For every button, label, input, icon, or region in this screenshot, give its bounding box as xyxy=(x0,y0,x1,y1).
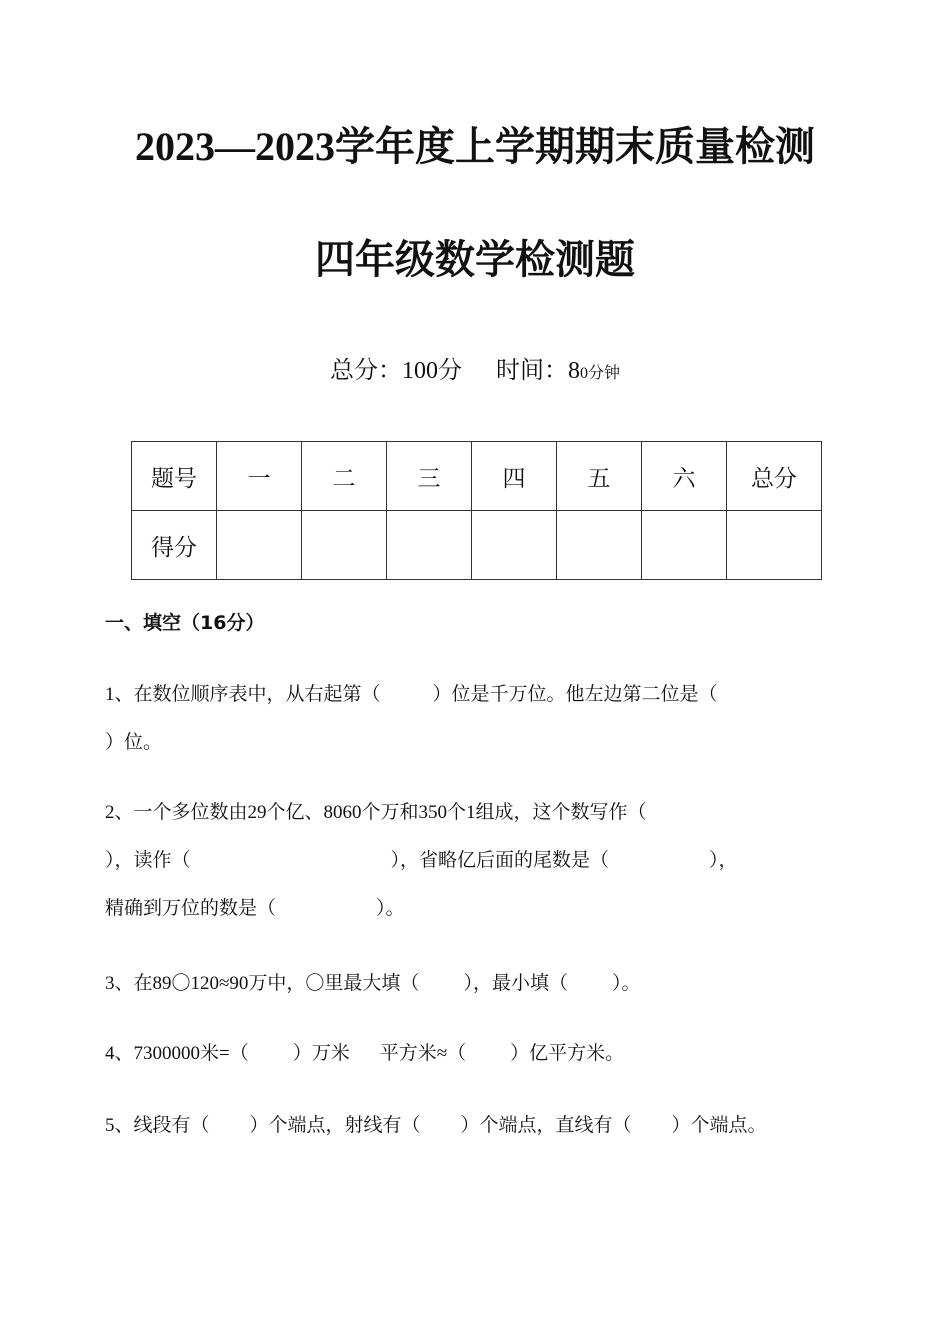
question-text: ）位是千万位。他左边第二位是（ xyxy=(432,684,718,705)
exam-subtitle: 四年级数学检测题 xyxy=(315,237,635,282)
score-entry-cell[interactable] xyxy=(217,511,302,580)
question-text: ），省略亿后面的尾数是（ xyxy=(390,850,610,871)
score-entry-cell[interactable] xyxy=(472,511,557,580)
total-score-label: 总分：100分 xyxy=(329,358,462,384)
question-5 xyxy=(105,1102,865,1150)
question-3 xyxy=(105,960,845,1008)
question-text: ）位。 xyxy=(105,732,163,753)
table-cell: 题号 xyxy=(132,442,217,511)
question-1 xyxy=(105,671,845,767)
exam-meta xyxy=(0,350,950,385)
score-entry-cell[interactable] xyxy=(387,511,472,580)
score-entry-cell[interactable] xyxy=(302,511,387,580)
score-table-score-row xyxy=(132,511,822,580)
question-text: ）。 xyxy=(376,898,405,919)
question-text: 5、线段有（ xyxy=(105,1115,210,1136)
section-heading: 一、填空（16分） xyxy=(105,612,265,634)
question-text: 1、在数位顺序表中，从右起第（ xyxy=(105,684,381,705)
score-entry-cell[interactable] xyxy=(642,511,727,580)
time-label: 时间：8 xyxy=(495,358,580,384)
question-text: 3、在89〇120≈90万中，〇里最大填（ xyxy=(105,973,420,994)
question-text: ），读作（ xyxy=(105,850,191,871)
question-text: ）个端点，直线有（ xyxy=(460,1115,632,1136)
score-entry-cell[interactable] xyxy=(727,511,822,580)
question-text: 精确到万位的数是（ xyxy=(105,898,277,919)
table-cell: 二 xyxy=(302,442,387,511)
question-text: ）万米 xyxy=(292,1043,350,1064)
table-cell: 得分 xyxy=(132,511,217,580)
question-2 xyxy=(105,789,845,933)
question-text: 4、7300000米=（ xyxy=(105,1043,249,1064)
question-text: ）个端点，射线有（ xyxy=(249,1115,421,1136)
question-4 xyxy=(105,1030,845,1078)
table-cell: 五 xyxy=(557,442,642,511)
exam-title: 2023—2023学年度上学期期末质量检测 xyxy=(135,124,815,169)
table-cell: 四 xyxy=(472,442,557,511)
score-entry-cell[interactable] xyxy=(557,511,642,580)
table-cell: 六 xyxy=(642,442,727,511)
time-label-unit: 0分钟 xyxy=(579,365,620,382)
question-text: ）亿平方米。 xyxy=(510,1043,625,1064)
table-cell: 一 xyxy=(217,442,302,511)
table-cell: 三 xyxy=(387,442,472,511)
score-table-header-row xyxy=(132,442,822,511)
question-text: 平方米≈（ xyxy=(379,1043,467,1064)
question-text: 2、一个多位数由29个亿、8060个万和350个1组成，这个数写作（ xyxy=(105,802,647,823)
question-text: ），最小填（ xyxy=(463,973,568,994)
score-table xyxy=(131,441,822,580)
question-text: ）个端点。 xyxy=(671,1115,767,1136)
question-text: ）， xyxy=(709,850,738,871)
table-cell: 总分 xyxy=(727,442,822,511)
question-text: ）。 xyxy=(611,973,641,994)
